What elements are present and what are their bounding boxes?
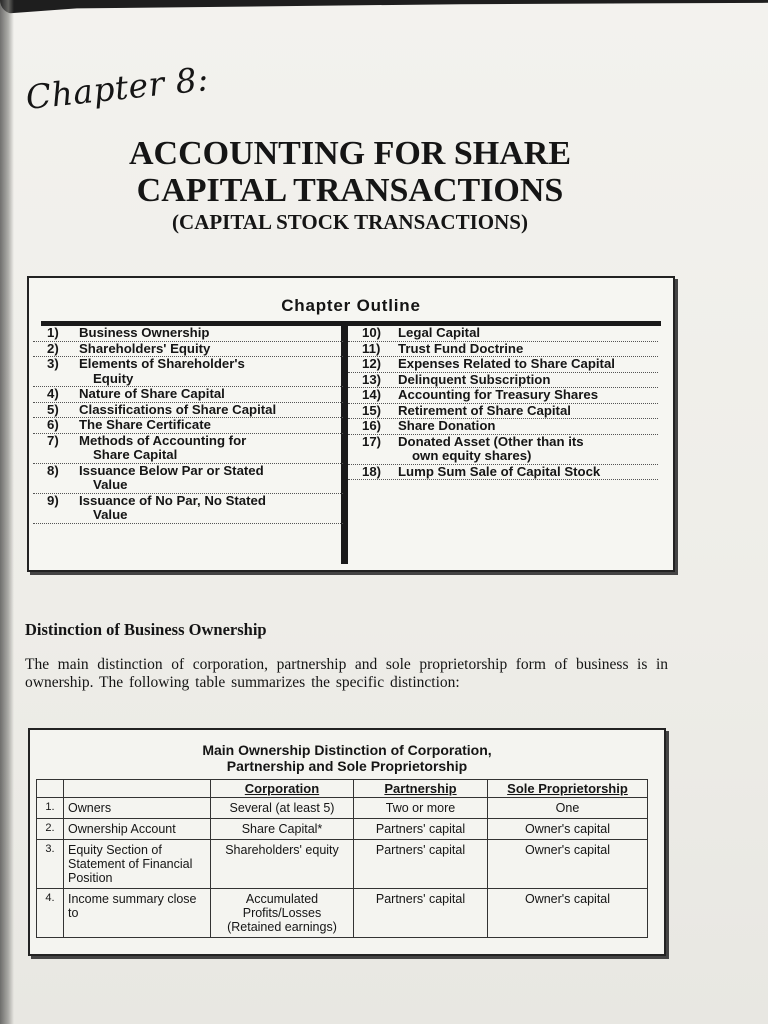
chapter-title: [30, 135, 670, 235]
row-label: Equity Section of Statement of Financial Position: [64, 840, 211, 889]
outline-item-continuation: Value: [93, 507, 128, 522]
row-number: 1.: [37, 798, 64, 819]
outline-left-column: [33, 326, 343, 564]
distinction-table-title: [30, 742, 664, 774]
outline-item: [33, 342, 343, 358]
outline-item-number: 12): [362, 356, 382, 371]
corporation-cell: Accumulated Profits/Losses (Retained earnings): [211, 889, 354, 938]
outline-item-number: 6): [47, 417, 59, 432]
outline-item-title: Shareholders' Equity: [79, 340, 211, 356]
sole-proprietorship-cell: Owner's capital: [488, 840, 648, 889]
table-row: [37, 798, 648, 819]
distinction-title-line-2: Partnership and Sole Proprietorship: [226, 758, 468, 774]
outline-item-title: Methods of Accounting for: [79, 432, 247, 448]
outline-item-text: [388, 419, 658, 434]
outline-item-title: Accounting for Treasury Shares: [398, 387, 599, 402]
outline-item: [348, 326, 658, 342]
table-row: [37, 889, 648, 938]
outline-item-number: 18): [362, 463, 382, 479]
outline-item-title: Elements of Shareholder's: [79, 356, 245, 371]
distinction-table-box: [28, 728, 666, 956]
table-header-row: [37, 780, 648, 798]
title-line-2: CAPITAL TRANSACTIONS: [136, 172, 564, 209]
chapter-label: Chapter 8:: [23, 59, 211, 117]
header-number: [37, 780, 64, 798]
outline-item-number: 17): [362, 433, 382, 449]
corporation-cell: Shareholders' equity: [211, 840, 354, 889]
outline-item-continuation: Value: [93, 477, 128, 492]
outline-item: [348, 342, 658, 358]
outline-item: [348, 419, 658, 435]
outline-item: [33, 464, 343, 494]
page-shadow-left: [0, 0, 14, 1024]
chapter-outline-box: [27, 276, 675, 572]
outline-item-text: [388, 404, 658, 419]
outline-item: [33, 418, 343, 434]
outline-item-number: 9): [47, 492, 59, 508]
outline-item-text: [65, 342, 343, 357]
row-number: 3.: [37, 840, 64, 889]
outline-item-text: [65, 357, 343, 386]
outline-item: [348, 465, 658, 481]
outline-item-number: 2): [47, 340, 59, 356]
table-row: [37, 819, 648, 840]
outline-item-text: [388, 435, 658, 464]
outline-item: [33, 387, 343, 403]
outline-item: [348, 435, 658, 465]
outline-item-text: [388, 388, 658, 403]
outline-item-title: Classifications of Share Capital: [79, 401, 277, 417]
outline-item-text: [65, 434, 343, 463]
outline-item: [33, 434, 343, 464]
outline-item-number: 14): [362, 387, 382, 402]
section-heading: Distinction of Business Ownership: [25, 620, 267, 639]
partnership-cell: Partners' capital: [354, 889, 488, 938]
outline-item-continuation: Equity: [93, 370, 134, 386]
outline-item-text: [388, 357, 658, 372]
row-label: Owners: [64, 798, 211, 819]
header-label: [64, 780, 211, 798]
outline-item-title: Retirement of Share Capital: [398, 402, 571, 418]
outline-item-number: 16): [362, 418, 382, 433]
row-number: 2.: [37, 819, 64, 840]
intro-paragraph: The main distinction of corporation, partnership and sole proprietorship form of business is in ownership. The following table summarizes the specific distinction:: [25, 656, 668, 691]
corporation-cell: Share Capital*: [211, 819, 354, 840]
outline-item-text: [388, 326, 658, 341]
outline-item-text: [65, 464, 343, 493]
row-label: Income summary close to: [64, 889, 211, 938]
title-line-1: ACCOUNTING FOR SHARE: [128, 135, 572, 172]
outline-item-number: 7): [47, 432, 59, 448]
outline-item-title: Legal Capital: [398, 325, 481, 340]
partnership-cell: Partners' capital: [354, 819, 488, 840]
outline-item-text: [65, 403, 343, 418]
outline-item-title: Expenses Related to Share Capital: [398, 356, 615, 371]
row-label: Ownership Account: [64, 819, 211, 840]
outline-item: [348, 357, 658, 373]
outline-item-title: Share Donation: [398, 418, 496, 433]
outline-item-text: [65, 418, 343, 433]
partnership-cell: Partners' capital: [354, 840, 488, 889]
page-shadow-top: [0, 0, 768, 14]
outline-item-title: Delinquent Subscription: [398, 371, 551, 387]
outline-item: [33, 494, 343, 524]
outline-item-number: 4): [47, 386, 59, 401]
outline-heading: Chapter Outline: [41, 278, 661, 326]
outline-item: [33, 326, 343, 342]
outline-item-number: 5): [47, 401, 59, 417]
outline-item: [348, 404, 658, 420]
sole-proprietorship-cell: One: [488, 798, 648, 819]
outline-item-number: 3): [47, 356, 59, 371]
outline-item-title: Issuance Below Par or Stated: [79, 462, 264, 478]
outline-item-number: 13): [362, 371, 382, 387]
outline-item-text: [65, 326, 343, 341]
outline-item-number: 10): [362, 325, 382, 340]
outline-item-text: [388, 465, 658, 480]
sole-proprietorship-cell: Owner's capital: [488, 819, 648, 840]
outline-item-title: Nature of Share Capital: [79, 386, 225, 401]
sole-proprietorship-cell: Owner's capital: [488, 889, 648, 938]
header-partnership: Partnership: [354, 780, 488, 798]
outline-item: [33, 357, 343, 387]
outline-item-text: [388, 373, 658, 388]
row-number: 4.: [37, 889, 64, 938]
outline-right-column: [348, 326, 658, 564]
partnership-cell: Two or more: [354, 798, 488, 819]
outline-item-title: Business Ownership: [79, 325, 210, 340]
outline-item: [33, 403, 343, 419]
outline-item-continuation: Share Capital: [93, 447, 178, 462]
outline-item-continuation: own equity shares): [412, 448, 532, 463]
outline-item-number: 15): [362, 402, 382, 418]
outline-item-number: 1): [47, 325, 59, 340]
distinction-table-body: [37, 798, 648, 938]
outline-item-title: Issuance of No Par, No Stated: [79, 492, 266, 508]
header-sole-proprietorship: Sole Proprietorship: [488, 780, 648, 798]
outline-item-title: Lump Sum Sale of Capital Stock: [398, 463, 601, 479]
table-row: [37, 840, 648, 889]
outline-item-title: The Share Certificate: [79, 417, 211, 432]
outline-item-title: Trust Fund Doctrine: [398, 340, 524, 356]
outline-item-number: 8): [47, 462, 59, 478]
outline-item: [348, 373, 658, 389]
distinction-title-line-1: Main Ownership Distinction of Corporation,: [202, 742, 492, 758]
outline-item-title: Donated Asset (Other than its: [398, 433, 584, 449]
outline-item-number: 11): [362, 340, 381, 356]
outline-item-text: [65, 494, 343, 523]
title-subtitle: (CAPITAL STOCK TRANSACTIONS): [172, 210, 528, 234]
corporation-cell: Several (at least 5): [211, 798, 354, 819]
outline-item-text: [388, 342, 658, 357]
distinction-table: [36, 779, 648, 938]
header-corporation: Corporation: [211, 780, 354, 798]
outline-item: [348, 388, 658, 404]
outline-item-text: [65, 387, 343, 402]
